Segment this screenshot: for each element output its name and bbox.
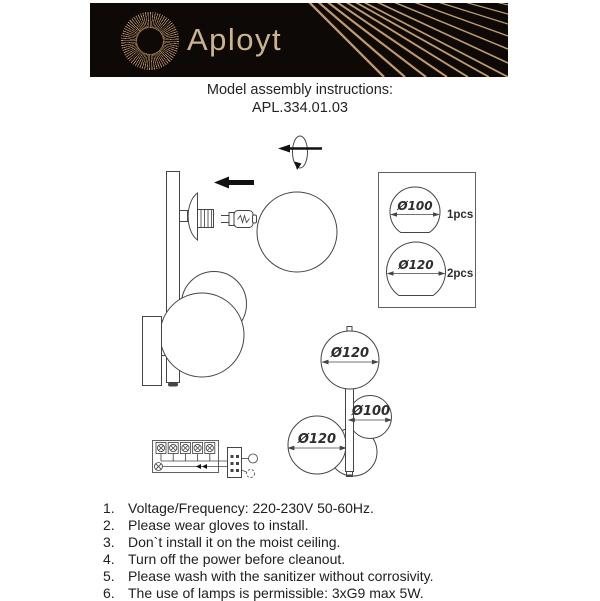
lamp-symbols xyxy=(156,443,215,454)
exploded-view xyxy=(143,136,338,387)
wall-plate xyxy=(143,317,162,386)
instruction-number: 2. xyxy=(103,516,115,533)
part-globe-100 xyxy=(390,187,473,233)
svg-text:Ø120: Ø120 xyxy=(330,346,370,361)
instruction-text: Voltage/Frequency: 220-230V 50-60Hz. xyxy=(128,500,374,516)
instruction-item xyxy=(103,551,523,568)
model-number: APL.334.01.03 xyxy=(252,100,348,116)
g9-bulb xyxy=(221,211,257,228)
wiring-diagram xyxy=(153,441,258,478)
svg-text:Ø100: Ø100 xyxy=(397,199,433,213)
lamp-socket xyxy=(180,193,214,240)
insert-arrow-icon xyxy=(214,177,254,189)
svg-text:Ø100: Ø100 xyxy=(351,404,391,419)
instruction-item xyxy=(103,568,523,585)
instruction-text: Please wash with the sanitizer without corrosivity. xyxy=(128,567,434,584)
instruction-text: Don`t install it on the moist ceiling. xyxy=(128,533,341,550)
parts-box xyxy=(379,173,476,308)
svg-text:2pcs: 2pcs xyxy=(447,268,474,280)
instruction-text: The use of lamps is permissible: 3xG9 max 5W. xyxy=(128,584,424,601)
instruction-item xyxy=(103,585,523,601)
brand-name: Aployt xyxy=(187,22,283,57)
svg-text:1pcs: 1pcs xyxy=(447,209,474,221)
terminal-connector xyxy=(228,448,258,478)
instruction-number: 5. xyxy=(103,567,115,584)
instruction-number: 3. xyxy=(103,533,115,550)
instruction-text: Please wear gloves to install. xyxy=(128,516,309,533)
instructions-list xyxy=(103,500,523,601)
instruction-text: Turn off the power before cleanout. xyxy=(128,550,346,567)
instruction-item xyxy=(103,534,523,551)
rotation-arrow-icon xyxy=(278,136,322,170)
instruction-number: 1. xyxy=(103,500,115,516)
part-globe-120 xyxy=(387,242,474,296)
page-title: Model assembly instructions: xyxy=(206,82,394,98)
svg-text:Ø120: Ø120 xyxy=(297,432,337,447)
instruction-item xyxy=(103,517,523,534)
globe-lower xyxy=(160,293,244,377)
instruction-number: 6. xyxy=(103,584,115,601)
wires xyxy=(155,454,235,471)
instruction-item xyxy=(103,500,523,517)
glass-globe-large xyxy=(257,192,337,272)
instruction-number: 4. xyxy=(103,550,115,567)
assembled-lamp xyxy=(287,327,392,478)
dimension-middle xyxy=(348,404,392,422)
svg-text:Ø120: Ø120 xyxy=(398,258,434,272)
